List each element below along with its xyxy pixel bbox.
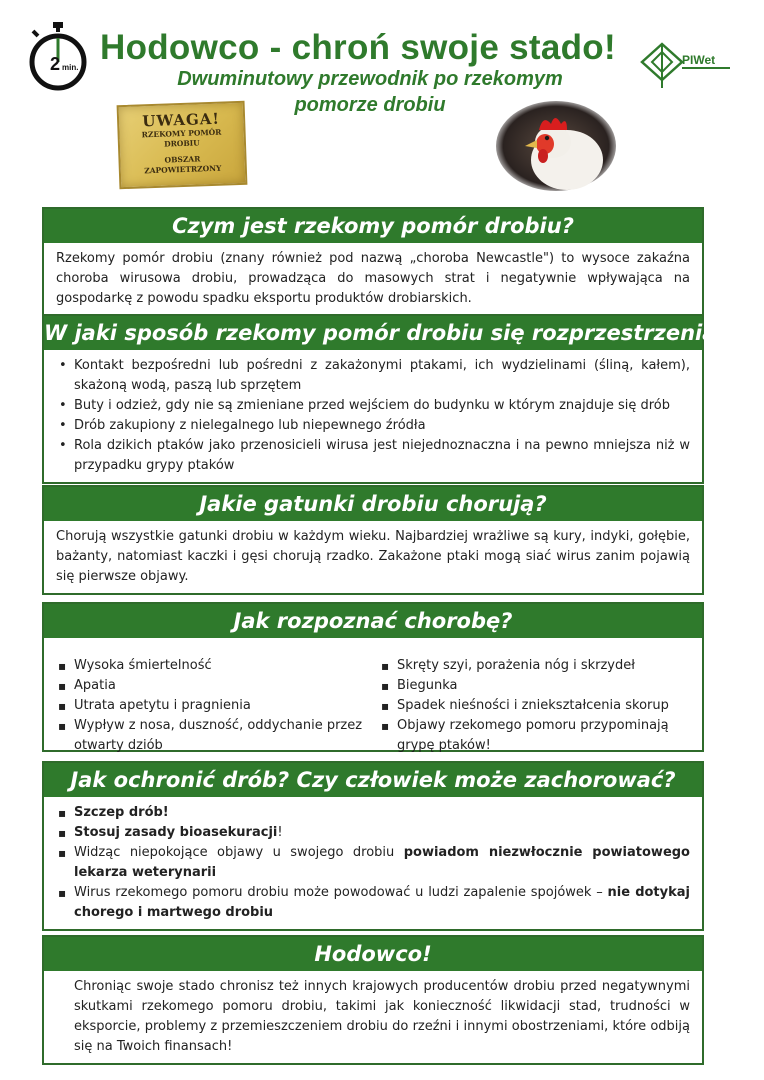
sign-title: UWAGA!	[142, 109, 221, 131]
list-item: • Rola dzikich ptaków jako przenosicieli wirusa jest niejednoznaczna i na pewno mniejsza niż w przypadku grypy ptaków	[56, 436, 690, 476]
list-item: ▪ Objawy rzekomego pomoru przypominają grypę ptaków!	[379, 716, 690, 756]
sign-line: ZAPOWIETRZONY	[144, 163, 222, 176]
stopwatch-icon	[26, 20, 90, 94]
section-heading: Hodowco!	[44, 937, 702, 971]
list-item	[56, 803, 690, 823]
section-spread	[42, 314, 729, 484]
warning-sign-photo	[117, 101, 248, 189]
page-title: Hodowco - chroń swoje stado!	[100, 28, 616, 67]
spread-list	[56, 356, 690, 476]
section-protect	[42, 761, 704, 931]
list-item: • Buty i odzież, gdy nie są zmieniane przed wejściem do budynku w którym znajduje się drób	[56, 396, 690, 416]
timer-unit: min.	[62, 63, 79, 72]
list-item: ▪ Spadek nieśności i zniekształcenia skorup	[379, 696, 690, 716]
list-item-bold: Stosuj zasady bioasekuracji	[74, 825, 278, 840]
list-item: ▪ Utrata apetytu i pragnienia	[56, 696, 367, 716]
list-item	[56, 823, 690, 843]
section-what-is	[42, 207, 704, 317]
list-item-bold: nie dotykaj chorego i martwego drobiu	[74, 885, 690, 920]
section-heading: Jak ochronić drób? Czy człowiek może zachorować?	[44, 763, 702, 797]
section-text: Rzekomy pomór drobiu (znany również pod nazwą „choroba Newcastle") to wysoce zakaźna choroba wirusowa drobiu, prowadząca do masowych strat i negatywnie wpływająca na gospodarkę z powodu spadku eksportu produktów drobiarskich.	[56, 251, 690, 306]
section-heading: Czym jest rzekomy pomór drobiu?	[44, 209, 702, 243]
sign-line: OBSZAR	[164, 154, 201, 165]
list-item: ▪ Wysoka śmiertelność	[56, 656, 367, 676]
section-text: Chroniąc swoje stado chronisz też innych krajowych producentów drobiu przed negatywnymi skutkami rzekomego pomoru drobiu, takimi jak konieczność likwidacji stad, trudności w eksporcie, problemy z przemieszczeniem drobiu do rzeźni i innymi obostrzeniami, które odbiją się na Twoich finansach!	[74, 979, 690, 1054]
list-item-bold: Szczep drób!	[74, 805, 169, 820]
section-text: Chorują wszystkie gatunki drobiu w każdym wieku. Najbardziej wrażliwe są kury, indyki, gołębie, bażanty, natomiast kaczki i gęsi chorują rzadko. Zakażone ptaki mogą siać wirus zanim pojawią się pierwsze objawy.	[56, 529, 690, 584]
section-species	[42, 485, 704, 595]
list-item-text: !	[277, 825, 283, 840]
logo-text: PIWet	[682, 53, 716, 67]
sign-line: RZEKOMY POMÓR	[141, 127, 222, 140]
symptoms-list-right	[379, 656, 690, 756]
header	[0, 0, 764, 200]
hen-photo	[495, 100, 617, 192]
list-item: • Drób zakupiony z nielegalnego lub niepewnego źródła	[56, 416, 690, 436]
list-item	[56, 883, 690, 923]
list-item: ▪ Wypływ z nosa, duszność, oddychanie przez otwarty dziób	[56, 716, 367, 756]
section-farmer	[42, 935, 704, 1065]
section-heading: Jak rozpoznać chorobę?	[44, 604, 702, 638]
list-item: ▪ Skręty szyi, porażenia nóg i skrzydeł	[379, 656, 690, 676]
list-item-text: Widząc niepokojące objawy u swojego drobiu	[74, 845, 404, 860]
list-item: • Kontakt bezpośredni lub pośredni z zakażonymi ptakami, ich wydzielinami (śliną, kałem), skażoną wodą, paszą lub sprzętem	[56, 356, 690, 396]
symptoms-list-left	[56, 656, 367, 756]
section-recognize	[42, 602, 704, 752]
list-item: ▪ Biegunka	[379, 676, 690, 696]
section-heading: W jaki sposób rzekomy pomór drobiu się rozprzestrzenia?	[44, 316, 702, 350]
subtitle-line: Dwuminutowy przewodnik po rzekomym	[177, 68, 563, 90]
list-item: ▪ Apatia	[56, 676, 367, 696]
section-heading: Jakie gatunki drobiu chorują?	[44, 487, 702, 521]
list-item-text: Wirus rzekomego pomoru drobiu może powodować u ludzi zapalenie spojówek –	[74, 885, 608, 900]
subtitle-line: pomorze drobiu	[294, 94, 446, 116]
timer-label: 2	[50, 54, 61, 74]
list-item-bold: powiadom niezwłocznie powiatowego lekarza weterynarii	[74, 845, 690, 880]
sign-line: DROBIU	[163, 138, 200, 149]
list-item	[56, 843, 690, 883]
protect-list	[56, 803, 690, 923]
